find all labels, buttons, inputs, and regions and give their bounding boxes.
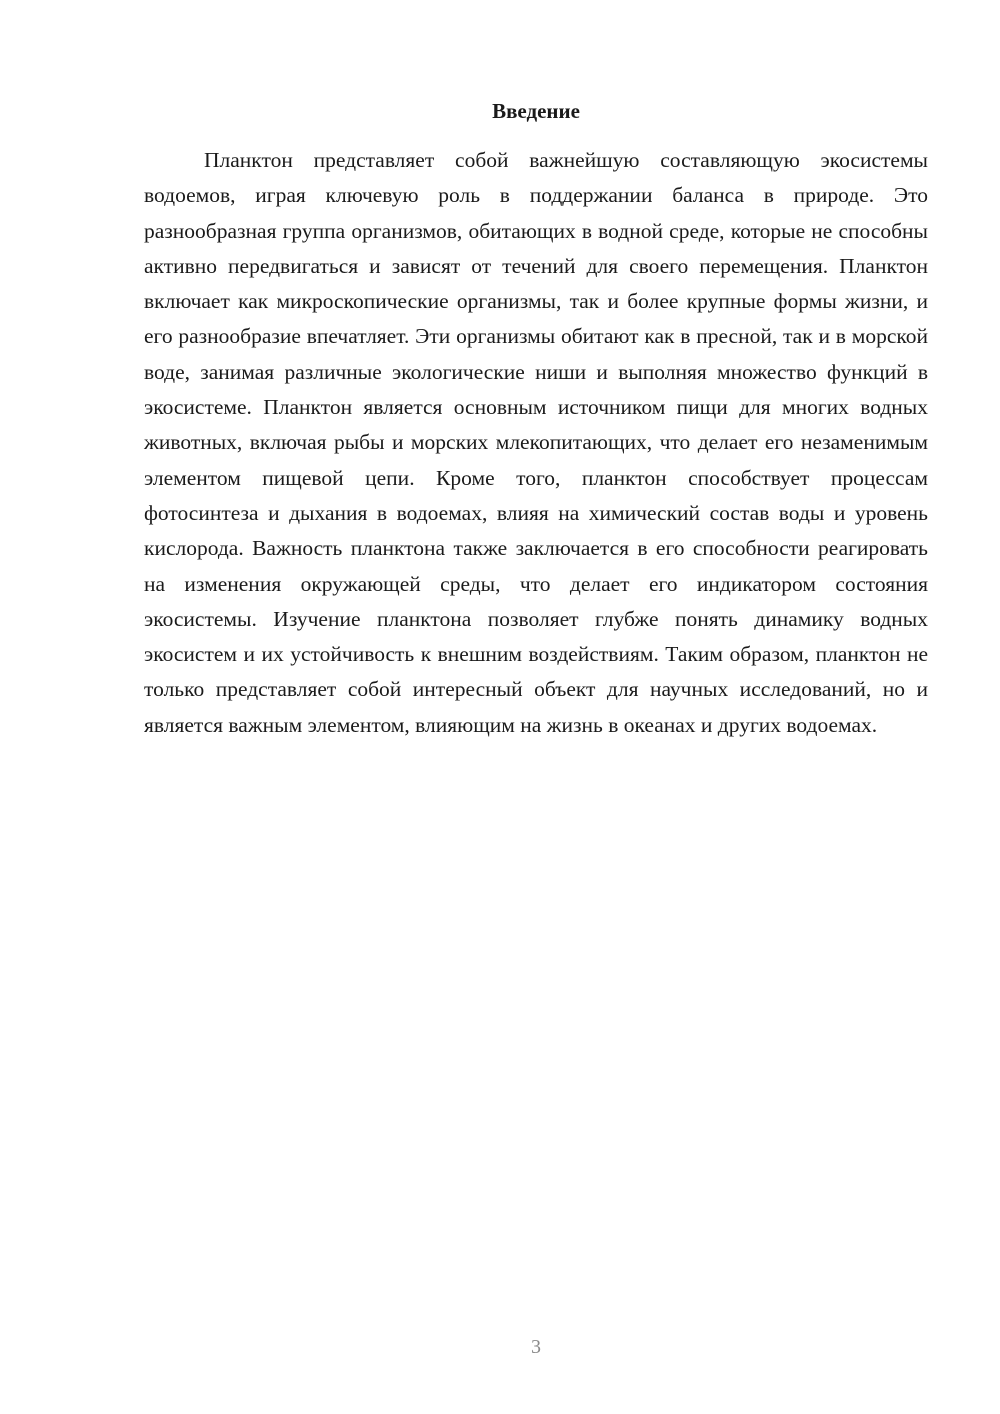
section-heading: Введение [492,99,580,123]
body-paragraph: Планктон представляет собой важнейшую составляющую экосистемы водоемов, играя ключевую роль в поддержании баланса в природе. Это разнообразная группа организмов, обитающих в водной среде, которые не способны активно передвигаться и зависят от течений для своего перемещения. Планктон включает как микроскопические организмы, так и более крупные формы жизни, и его разнообразие впечатляет. Эти организмы обитают как в пресной, так и в морской воде, занимая различные экологические ниши и выполняя множество функций в экосистеме. Планктон является основным источником пищи для многих водных животных, включая рыбы и морских млекопитающих, что делает его незаменимым элементом пищевой цепи. Кроме того, планктон способствует процессам фотосинтеза и дыхания в водоемах, влияя на химический состав воды и уровень кислорода. Важность планктона также заключается в его способности реагировать на изменения окружающей среды, что делает его индикатором состояния экосистемы. Изучение планктона позволяет глубже понять динамику водных экосистем и их устойчивость к внешним воздействиям. Таким образом, планктон не только представляет собой интересный объект для научных исследований, но и является важным элементом, влияющим на жизнь в океанах и других водоемах. [144,148,928,737]
page-number: 3 [531,1336,541,1358]
